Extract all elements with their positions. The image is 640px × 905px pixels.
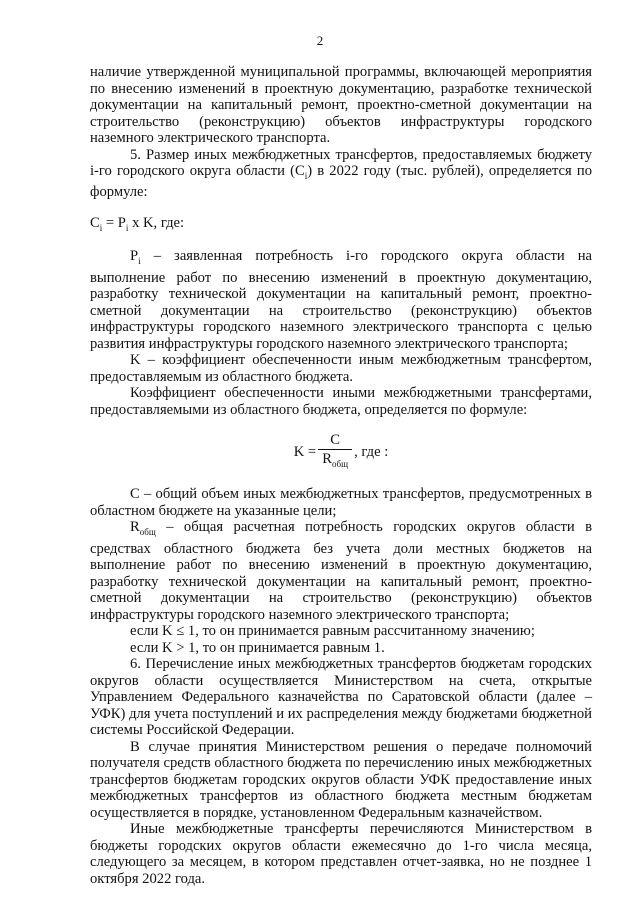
paragraph-k-formula-intro: Коэффициент обеспеченности иными межбюджетными трансфертами, предоставляемыми из областного бюджета, определяется по формуле: <box>90 385 592 418</box>
formula-tail: , где : <box>354 443 389 460</box>
subscript: общ <box>331 459 348 470</box>
paragraph-transfer-procedure: 6. Перечисление иных межбюджетных трансфертов бюджетам городских округов области осуществляется Министерством на счета, открытые Управлением Федерального казначейства по Саратовской области (далее – УФК) для учета поступлений и их распределения между бюджетами бюджетной системы Российской Федерации. <box>90 656 592 739</box>
formula-var: C <box>90 214 100 231</box>
formula-var: P <box>130 248 139 265</box>
subscript: i <box>138 256 141 267</box>
formula-text: = P <box>102 214 126 231</box>
formula-ci <box>90 215 592 236</box>
formula-k <box>90 428 592 476</box>
fraction-denominator <box>322 450 348 472</box>
page-number: 2 <box>316 33 324 48</box>
formula-var: R <box>130 519 140 536</box>
paragraph-pi-definition <box>90 248 592 352</box>
paragraph-text: – общая расчетная потребность городских округов области в средствах областного бюджета без учета доли местных бюджетов на выполнение работ по внесению изменений в проектную документацию, разработку технической документации на капитальный ремонт, проектно-сметной документации на строительство (реконструкцию) объектов инфраструктуры городского наземного электрического транспорта; <box>90 519 592 623</box>
subscript: общ <box>139 527 156 538</box>
formula-lhs: K = <box>293 443 317 460</box>
fraction-numerator: C <box>330 431 340 448</box>
paragraph-k-gt-1: если K > 1, то он принимается равным 1. <box>130 639 385 656</box>
formula-var: R <box>322 451 332 468</box>
paragraph-k-definition: K – коэффициент обеспеченности иным межбюджетным трансфертом, предоставляемым из областного бюджета. <box>90 352 592 385</box>
paragraph-text: – заявленная потребность i-го городского округа области на выполнение работ по внесению изменений в проектную документацию, разработку технической документации на капитальный ремонт, проектно-сметной документации на строительство (реконструкцию) объектов инфраструктуры городского наземного электрического транспорта с целью развития инфраструктуры городского наземного электрического транспорта; <box>90 248 592 352</box>
paragraph-transfer-size <box>90 147 592 201</box>
formula-text: x K, где: <box>128 214 185 231</box>
paragraph-robsh-definition <box>90 519 592 623</box>
subscript: i <box>125 222 129 233</box>
paragraph-c-definition: C – общий объем иных межбюджетных трансфертов, предусмотренных в областном бюджете на указанные цели; <box>90 486 592 519</box>
subscript: i <box>304 170 308 181</box>
subscript: i <box>99 222 103 233</box>
fraction <box>318 432 352 473</box>
paragraph-program-requirement: наличие утвержденной муниципальной программы, включающей мероприятия по внесению изменений в проектную документацию, разработке технической документации на капитальный ремонт, проектно-сметной документации на строительство (реконструкцию) объектов инфраструктуры городского наземного электрического транспорта. <box>90 64 592 146</box>
paragraph-monthly-transfer: Иные межбюджетные трансферты перечисляются Министерством в бюджеты городских округов области ежемесячно до 1-го числа месяца, следующего за месяцем, в котором представлен отчет-заявка, но не позднее 1 октября 2022 года. <box>90 821 592 887</box>
paragraph-text: 5. Размер иных межбюджетных трансфертов, предоставляемых бюджету i-го городского округа области (C <box>90 146 592 179</box>
paragraph-text: ) в 2022 году (тыс. рублей), определяется по формуле: <box>90 163 592 201</box>
paragraph-k-le-1: если K ≤ 1, то он принимается равным рассчитанному значению; <box>130 623 535 640</box>
paragraph-ufk-authority: В случае принятия Министерством решения о передаче полномочий получателя средств областного бюджета по перечислению иных межбюджетных трансфертов бюджетам городских округов области УФК предоставление иных межбюджетных трансфертов из областного бюджета местным бюджетам осуществляется в порядке, установленном Федеральным казначейством. <box>90 738 592 821</box>
document-body <box>90 64 592 887</box>
